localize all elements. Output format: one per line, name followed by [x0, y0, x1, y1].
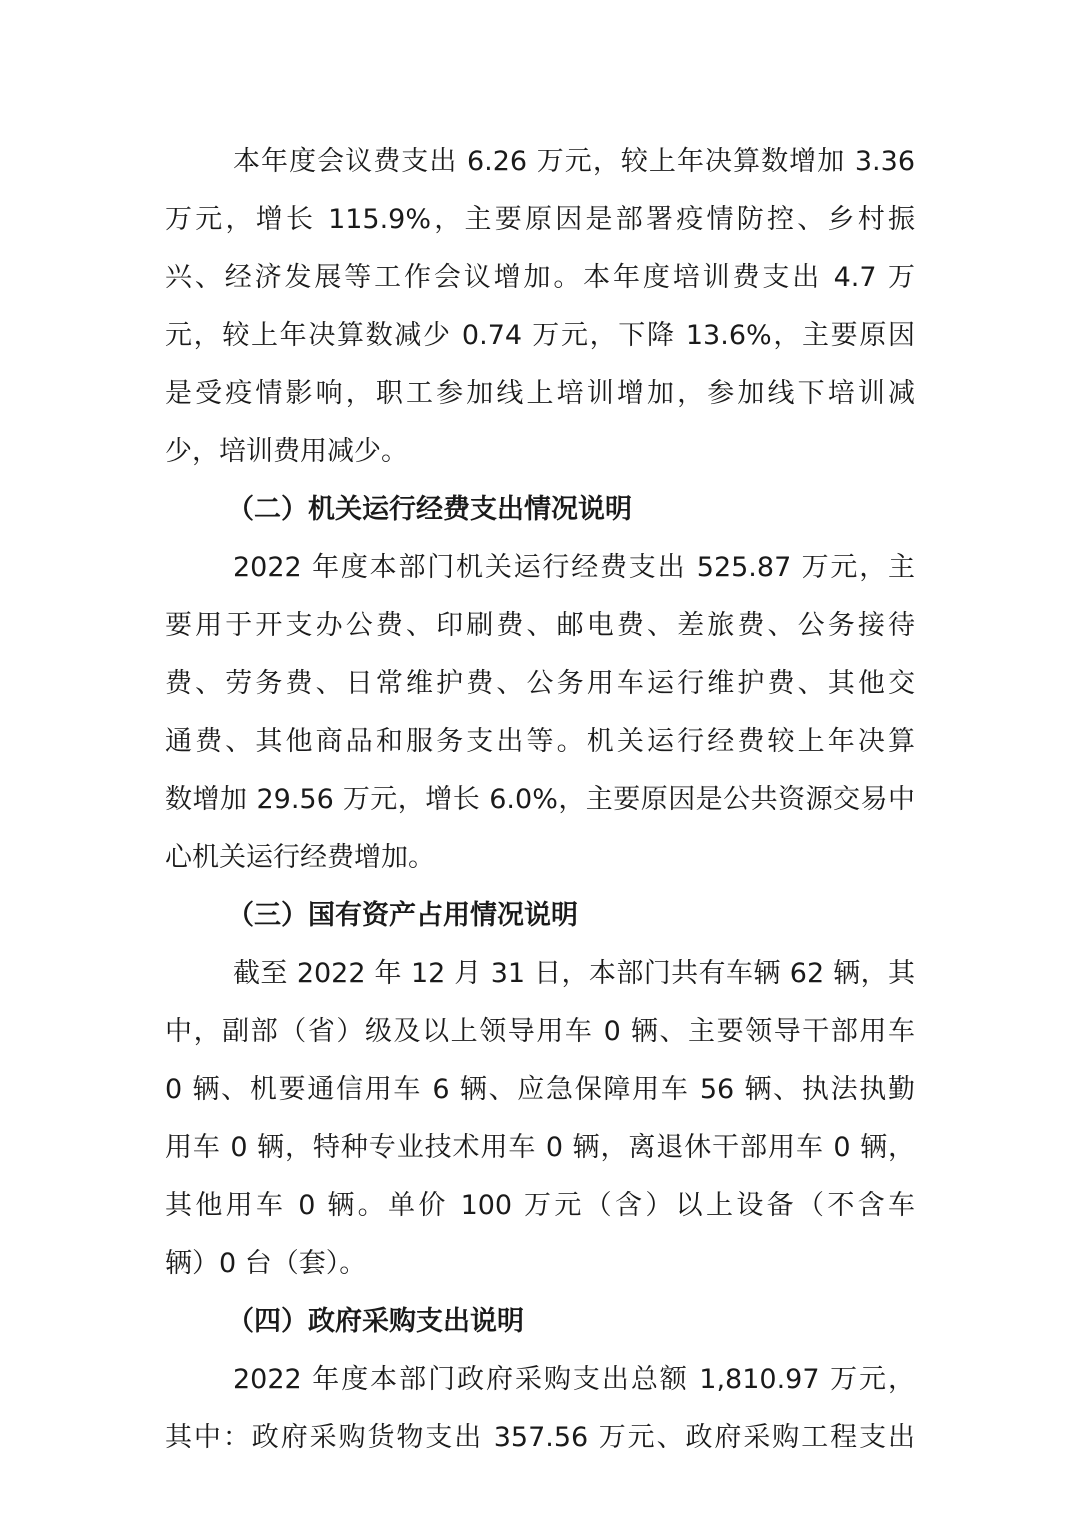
paragraph-state-assets — [165, 945, 915, 1293]
text-line: 中，副部（省）级及以上领导用车 0 辆、主要领导干部用车 — [165, 1016, 915, 1047]
section-heading-government-procurement: （四）政府采购支出说明 — [227, 1306, 524, 1337]
text-line: 截至 2022 年 12 月 31 日，本部门共有车辆 62 辆，其 — [233, 958, 915, 989]
text-line: 其他用车 0 辆。单价 100 万元（含）以上设备（不含车 — [165, 1190, 915, 1221]
text-line: 元，较上年决算数减少 0.74 万元，下降 13.6%，主要原因 — [165, 320, 915, 351]
text-line: 辆）0 台（套）。 — [165, 1248, 367, 1279]
section-heading-state-assets: （三）国有资产占用情况说明 — [227, 900, 578, 931]
text-line: 用车 0 辆，特种专业技术用车 0 辆，离退休干部用车 0 辆， — [165, 1132, 915, 1163]
text-line: 通费、其他商品和服务支出等。机关运行经费较上年决算 — [165, 726, 915, 757]
paragraph-operating-expenses — [165, 539, 915, 887]
text-line: 心机关运行经费增加。 — [165, 842, 435, 873]
text-line: 兴、经济发展等工作会议增加。本年度培训费支出 4.7 万 — [165, 262, 915, 293]
paragraph-meeting-training-fees — [165, 133, 915, 481]
section-heading-operating-expenses: （二）机关运行经费支出情况说明 — [227, 494, 632, 525]
document-body — [165, 133, 915, 1467]
text-line: 2022 年度本部门政府采购支出总额 1,810.97 万元， — [233, 1364, 915, 1395]
text-line: 0 辆、机要通信用车 6 辆、应急保障用车 56 辆、执法执勤 — [165, 1074, 915, 1105]
text-line: 本年度会议费支出 6.26 万元，较上年决算数增加 3.36 — [233, 146, 915, 177]
text-line: 是受疫情影响，职工参加线上培训增加，参加线下培训减 — [165, 378, 915, 409]
text-line: 费、劳务费、日常维护费、公务用车运行维护费、其他交 — [165, 668, 915, 699]
text-line: 其中：政府采购货物支出 357.56 万元、政府采购工程支出 — [165, 1422, 915, 1453]
text-line: 少，培训费用减少。 — [165, 436, 408, 467]
paragraph-government-procurement — [165, 1351, 915, 1467]
text-line: 2022 年度本部门机关运行经费支出 525.87 万元，主 — [233, 552, 915, 583]
text-line: 数增加 29.56 万元，增长 6.0%，主要原因是公共资源交易中 — [165, 784, 915, 815]
text-line: 万元，增长 115.9%，主要原因是部署疫情防控、乡村振 — [165, 204, 915, 235]
text-line: 要用于开支办公费、印刷费、邮电费、差旅费、公务接待 — [165, 610, 915, 641]
